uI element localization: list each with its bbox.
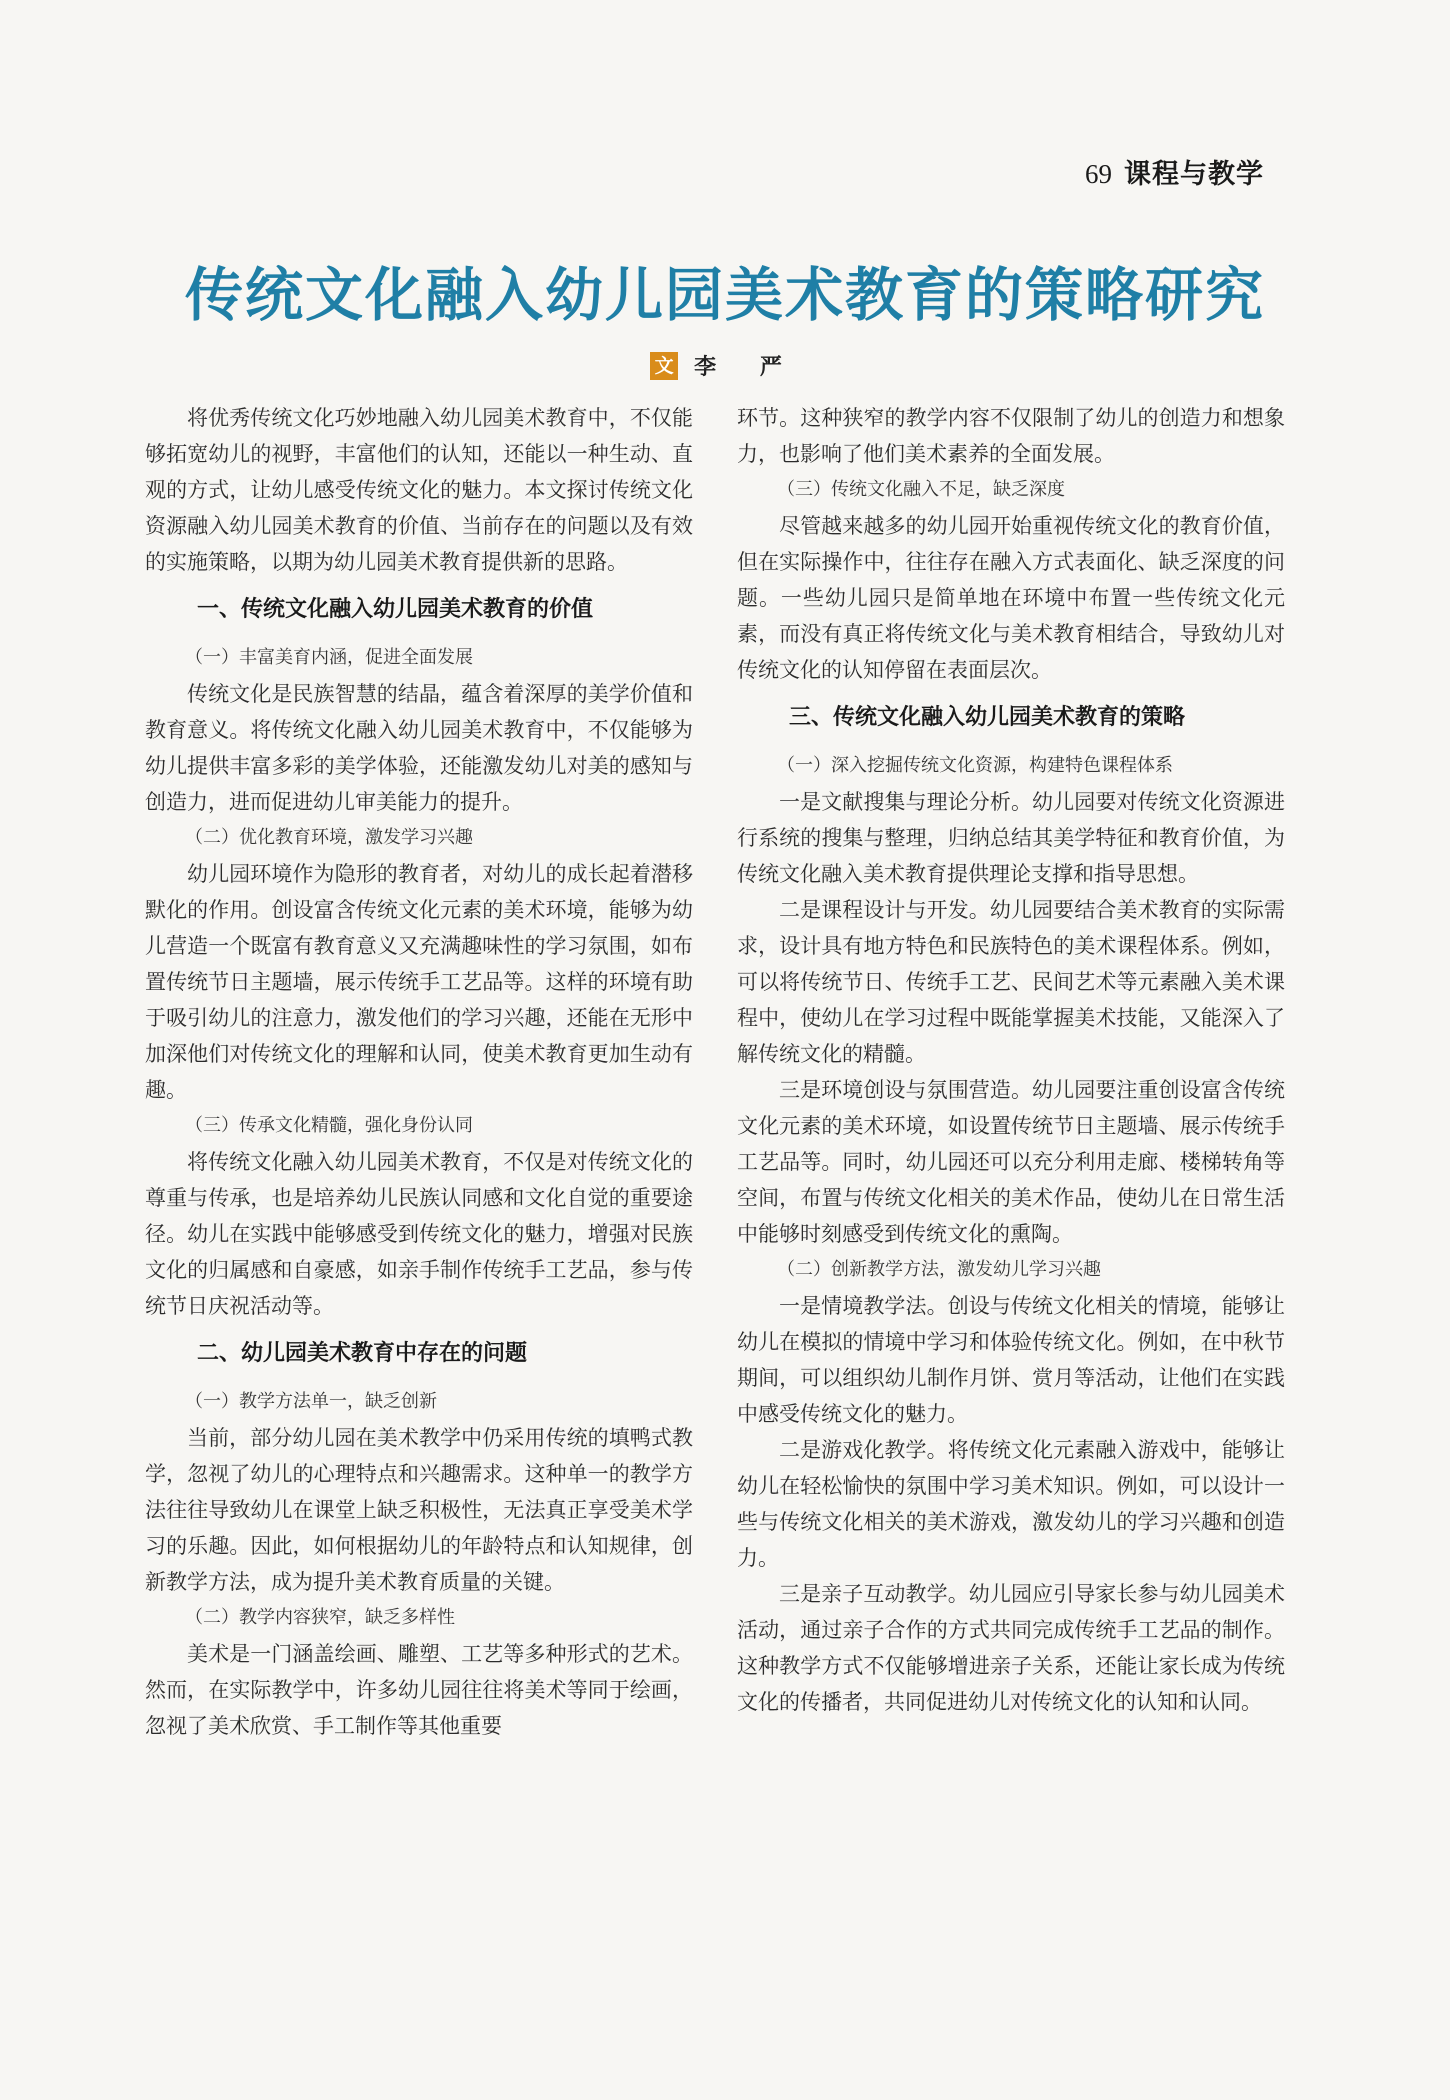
- author-name: 李 严: [694, 355, 800, 380]
- section-heading: 三、传统文化融入幼儿园美术教育的策略: [789, 705, 1186, 730]
- subsection-heading: （二）优化教育环境，激发学习兴趣: [185, 827, 473, 848]
- author-mark-icon: 文: [650, 352, 678, 380]
- intro-paragraph: 将优秀传统文化巧妙地融入幼儿园美术教育中，不仅能够拓宽幼儿的视野，丰富他们的认知，还能以一种生动、直观的方式，让幼儿感受传统文化的魅力。本文探讨传统文化资源融入幼儿园美术教育的价值、当前存在的问题以及有效的实施策略，以期为幼儿园美术教育提供新的思路。: [145, 406, 693, 574]
- subsection-heading: （一）深入挖掘传统文化资源，构建特色课程体系: [777, 755, 1173, 776]
- right-column: [737, 400, 1285, 1720]
- subsection-heading: （三）传承文化精髓，强化身份认同: [185, 1115, 473, 1136]
- body-paragraph: 将传统文化融入幼儿园美术教育，不仅是对传统文化的尊重与传承，也是培养幼儿民族认同感和文化自觉的重要途径。幼儿在实践中能够感受到传统文化的魅力，增强对民族文化的归属感和自豪感，如亲手制作传统手工艺品，参与传统节日庆祝活动等。: [145, 1150, 693, 1318]
- body-paragraph: 美术是一门涵盖绘画、雕塑、工艺等多种形式的艺术。然而，在实际教学中，许多幼儿园往往将美术等同于绘画，忽视了美术欣赏、手工制作等其他重要: [145, 1642, 693, 1738]
- subsection-heading: （一）教学方法单一，缺乏创新: [185, 1391, 437, 1412]
- body-paragraph: 二是游戏化教学。将传统文化元素融入游戏中，能够让幼儿在轻松愉快的氛围中学习美术知识。例如，可以设计一些与传统文化相关的美术游戏，激发幼儿的学习兴趣和创造力。: [737, 1438, 1285, 1570]
- subsection-heading: （二）教学内容狭窄，缺乏多样性: [185, 1607, 455, 1628]
- section-name: 课程与教学: [1124, 159, 1264, 190]
- section-heading: 一、传统文化融入幼儿园美术教育的价值: [197, 597, 594, 622]
- body-paragraph: 尽管越来越多的幼儿园开始重视传统文化的教育价值，但在实际操作中，往往存在融入方式表面化、缺乏深度的问题。一些幼儿园只是简单地在环境中布置一些传统文化元素，而没有真正将传统文化与美术教育相结合，导致幼儿对传统文化的认知停留在表面层次。: [737, 514, 1285, 682]
- body-paragraph: 二是课程设计与开发。幼儿园要结合美术教育的实际需求，设计具有地方特色和民族特色的美术课程体系。例如，可以将传统节日、传统手工艺、民间艺术等元素融入美术课程中，使幼儿在学习过程中既能掌握美术技能，又能深入了解传统文化的精髓。: [737, 898, 1285, 1066]
- body-paragraph: 一是文献搜集与理论分析。幼儿园要对传统文化资源进行系统的搜集与整理，归纳总结其美学特征和教育价值，为传统文化融入美术教育提供理论支撑和指导思想。: [737, 790, 1285, 886]
- body-paragraph-continued: 环节。这种狭窄的教学内容不仅限制了幼儿的创造力和想象力，也影响了他们美术素养的全面发展。: [737, 406, 1285, 466]
- body-paragraph: 三是亲子互动教学。幼儿园应引导家长参与幼儿园美术活动，通过亲子合作的方式共同完成传统手工艺品的制作。这种教学方式不仅能够增进亲子关系，还能让家长成为传统文化的传播者，共同促进幼儿对传统文化的认知和认同。: [737, 1582, 1285, 1714]
- body-paragraph: 传统文化是民族智慧的结晶，蕴含着深厚的美学价值和教育意义。将传统文化融入幼儿园美术教育中，不仅能够为幼儿提供丰富多彩的美学体验，还能激发幼儿对美的感知与创造力，进而促进幼儿审美能力的提升。: [145, 682, 693, 814]
- body-paragraph: 幼儿园环境作为隐形的教育者，对幼儿的成长起着潜移默化的作用。创设富含传统文化元素的美术环境，能够为幼儿营造一个既富有教育意义又充满趣味性的学习氛围，如布置传统节日主题墙，展示传统手工艺品等。这样的环境有助于吸引幼儿的注意力，激发他们的学习兴趣，还能在无形中加深他们对传统文化的理解和认同，使美术教育更加生动有趣。: [145, 862, 693, 1102]
- body-paragraph: 三是环境创设与氛围营造。幼儿园要注重创设富含传统文化元素的美术环境，如设置传统节日主题墙、展示传统手工艺品等。同时，幼儿园还可以充分利用走廊、楼梯转角等空间，布置与传统文化相关的美术作品，使幼儿在日常生活中能够时刻感受到传统文化的熏陶。: [737, 1078, 1285, 1246]
- subsection-heading: （二）创新教学方法，激发幼儿学习兴趣: [777, 1259, 1101, 1280]
- page-number: 69: [1085, 159, 1112, 189]
- subsection-heading: （一）丰富美育内涵，促进全面发展: [185, 647, 473, 668]
- body-paragraph: 一是情境教学法。创设与传统文化相关的情境，能够让幼儿在模拟的情境中学习和体验传统文化。例如，在中秋节期间，可以组织幼儿制作月饼、赏月等活动，让他们在实践中感受传统文化的魅力。: [737, 1294, 1285, 1426]
- left-column: [145, 400, 693, 1744]
- author-line: [0, 350, 1450, 381]
- subsection-heading: （三）传统文化融入不足，缺乏深度: [777, 479, 1065, 500]
- running-header: [1085, 152, 1285, 191]
- section-heading: 二、幼儿园美术教育中存在的问题: [197, 1341, 528, 1366]
- article-title: 传统文化融入幼儿园美术教育的策略研究: [184, 261, 1265, 329]
- body-paragraph: 当前，部分幼儿园在美术教学中仍采用传统的填鸭式教学，忽视了幼儿的心理特点和兴趣需求。这种单一的教学方法往往导致幼儿在课堂上缺乏积极性，无法真正享受美术学习的乐趣。因此，如何根据幼儿的年龄特点和认知规律，创新教学方法，成为提升美术教育质量的关键。: [145, 1426, 693, 1594]
